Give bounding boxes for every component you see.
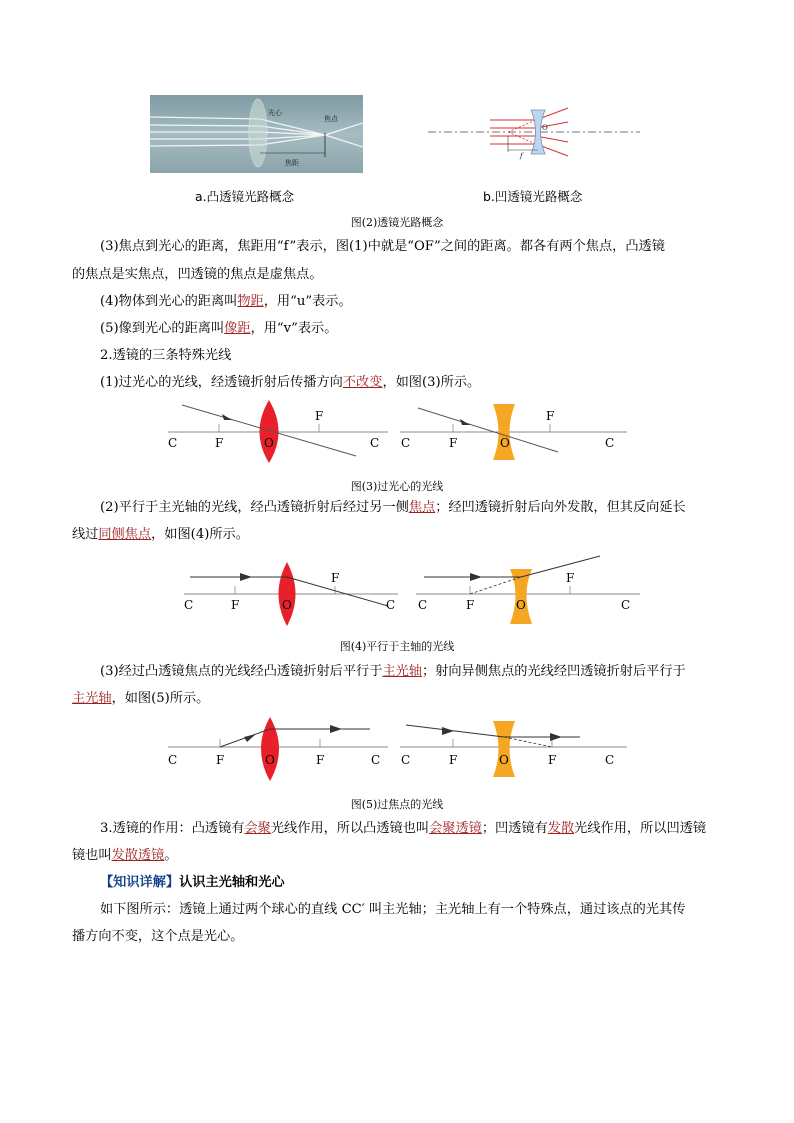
svg-text:F: F [331,571,340,585]
svg-text:C: C [168,753,178,767]
svg-text:F: F [315,409,324,423]
term-focus: 焦点 [408,500,436,515]
section-2-title: 2.透镜的三条特殊光线 [100,348,232,363]
svg-text:C: C [401,753,411,767]
svg-text:F: F [548,753,557,767]
para-rule3-line2: 主光轴，如图(5)所示。 [72,691,210,706]
svg-text:C: C [168,436,178,450]
fig4-convex [184,562,398,626]
term-unchanged: 不改变 [342,375,383,390]
convex-lens-photo [150,95,363,173]
term-diverge: 发散 [547,821,575,836]
svg-text:C: C [418,598,428,612]
fig3-convex [168,400,388,463]
caption-a: a.凸透镜光路概念 [195,189,295,204]
para-rule2-line1: (2)平行于主光轴的光线，经凸透镜折射后经过另一侧焦点；经凹透镜折射后向外发散，但其反向延长 [100,500,686,515]
para-rule2-line2: 线过同侧焦点，如图(4)所示。 [72,527,249,542]
photo-label-center: 光心 [268,109,282,117]
svg-text:F: F [466,598,475,612]
figure5-caption: 图(5)过焦点的光线 [350,798,444,811]
svg-text:C: C [371,753,381,767]
fig5-concave [400,721,627,777]
para-axis-line1: 如下图所示：透镜上通过两个球心的直线 CC′ 叫主光轴；主光轴上有一个特殊点，通过该点的光其传 [100,902,686,917]
para-focus-line1: (3)焦点到光心的距离，焦距用“f”表示，图(1)中就是“OF”之间的距离。都各有两个焦点，凸透镜 [100,239,665,254]
concave-label-f: f [520,152,523,160]
figure5-diagram [160,715,635,787]
svg-text:C: C [621,598,631,612]
svg-text:C: C [370,436,380,450]
term-main-axis-2: 主光轴 [72,691,112,706]
fig3-concave [400,404,627,460]
para-object-distance: (4)物体到光心的距离叫物距，用“u”表示。 [100,294,352,309]
term-converging-lens: 会聚透镜 [429,821,482,836]
knowledge-heading: 【知识详解】认识主光轴和光心 [100,875,285,890]
para-focus-line2: 的焦点是实焦点，凹透镜的焦点是虚焦点。 [72,267,323,282]
para-rule3-line1: (3)经过凸透镜焦点的光线经凸透镜折射后平行于主光轴；射向异侧焦点的光线经凹透镜折射后平行于 [100,664,686,679]
term-same-side-focus: 同侧焦点 [98,527,152,542]
para-image-distance: (5)像到光心的距离叫像距，用“v”表示。 [100,321,338,336]
term-diverging-lens: 发散透镜 [111,848,165,863]
figure2-caption: 图(2)透镜光路概念 [350,216,444,229]
svg-text:F: F [566,571,575,585]
para-rule1: (1)过光心的光线，经透镜折射后传播方向不改变，如图(3)所示。 [100,375,481,390]
svg-text:F: F [449,753,458,767]
photo-label-length: 焦距 [285,159,299,167]
figure4-diagram [180,552,645,630]
svg-text:C: C [605,753,615,767]
svg-text:C: C [386,598,396,612]
para-lens-function-line2: 镜也叫发散透镜。 [72,848,178,863]
figure4-caption: 图(4)平行于主轴的光线 [339,640,455,653]
svg-text:O: O [500,436,510,450]
svg-text:O: O [499,753,509,767]
svg-text:O: O [265,753,275,767]
svg-text:C: C [184,598,194,612]
svg-text:O: O [264,436,274,450]
para-lens-function-line1: 3.透镜的作用：凸透镜有会聚光线作用，所以凸透镜也叫会聚透镜；凹透镜有发散光线作用，所以凹透镜 [100,821,707,836]
figure3-caption: 图(3)过光心的光线 [350,480,444,493]
figure3-diagram [160,400,635,470]
caption-b: b.凹透镜光路概念 [483,189,583,204]
svg-text:C: C [605,436,615,450]
svg-text:F: F [216,753,225,767]
svg-text:F: F [449,436,458,450]
photo-label-focus: 焦点 [324,115,338,123]
term-converge: 会聚 [244,821,271,836]
fig4-concave [416,556,640,624]
svg-text:F: F [215,436,224,450]
term-image-distance: 像距 [224,321,251,336]
term-main-axis-1: 主光轴 [382,664,422,679]
svg-text:O: O [516,598,526,612]
fig5-convex [168,717,388,781]
concave-lens-concept-diagram [428,100,640,160]
para-axis-line2: 播方向不变，这个点是光心。 [72,929,244,944]
term-object-distance: 物距 [237,294,264,309]
svg-text:F: F [316,753,325,767]
concave-label-o: O [542,124,548,132]
svg-text:C: C [401,436,411,450]
svg-text:F: F [231,598,240,612]
svg-text:O: O [282,598,292,612]
svg-text:F: F [546,409,555,423]
